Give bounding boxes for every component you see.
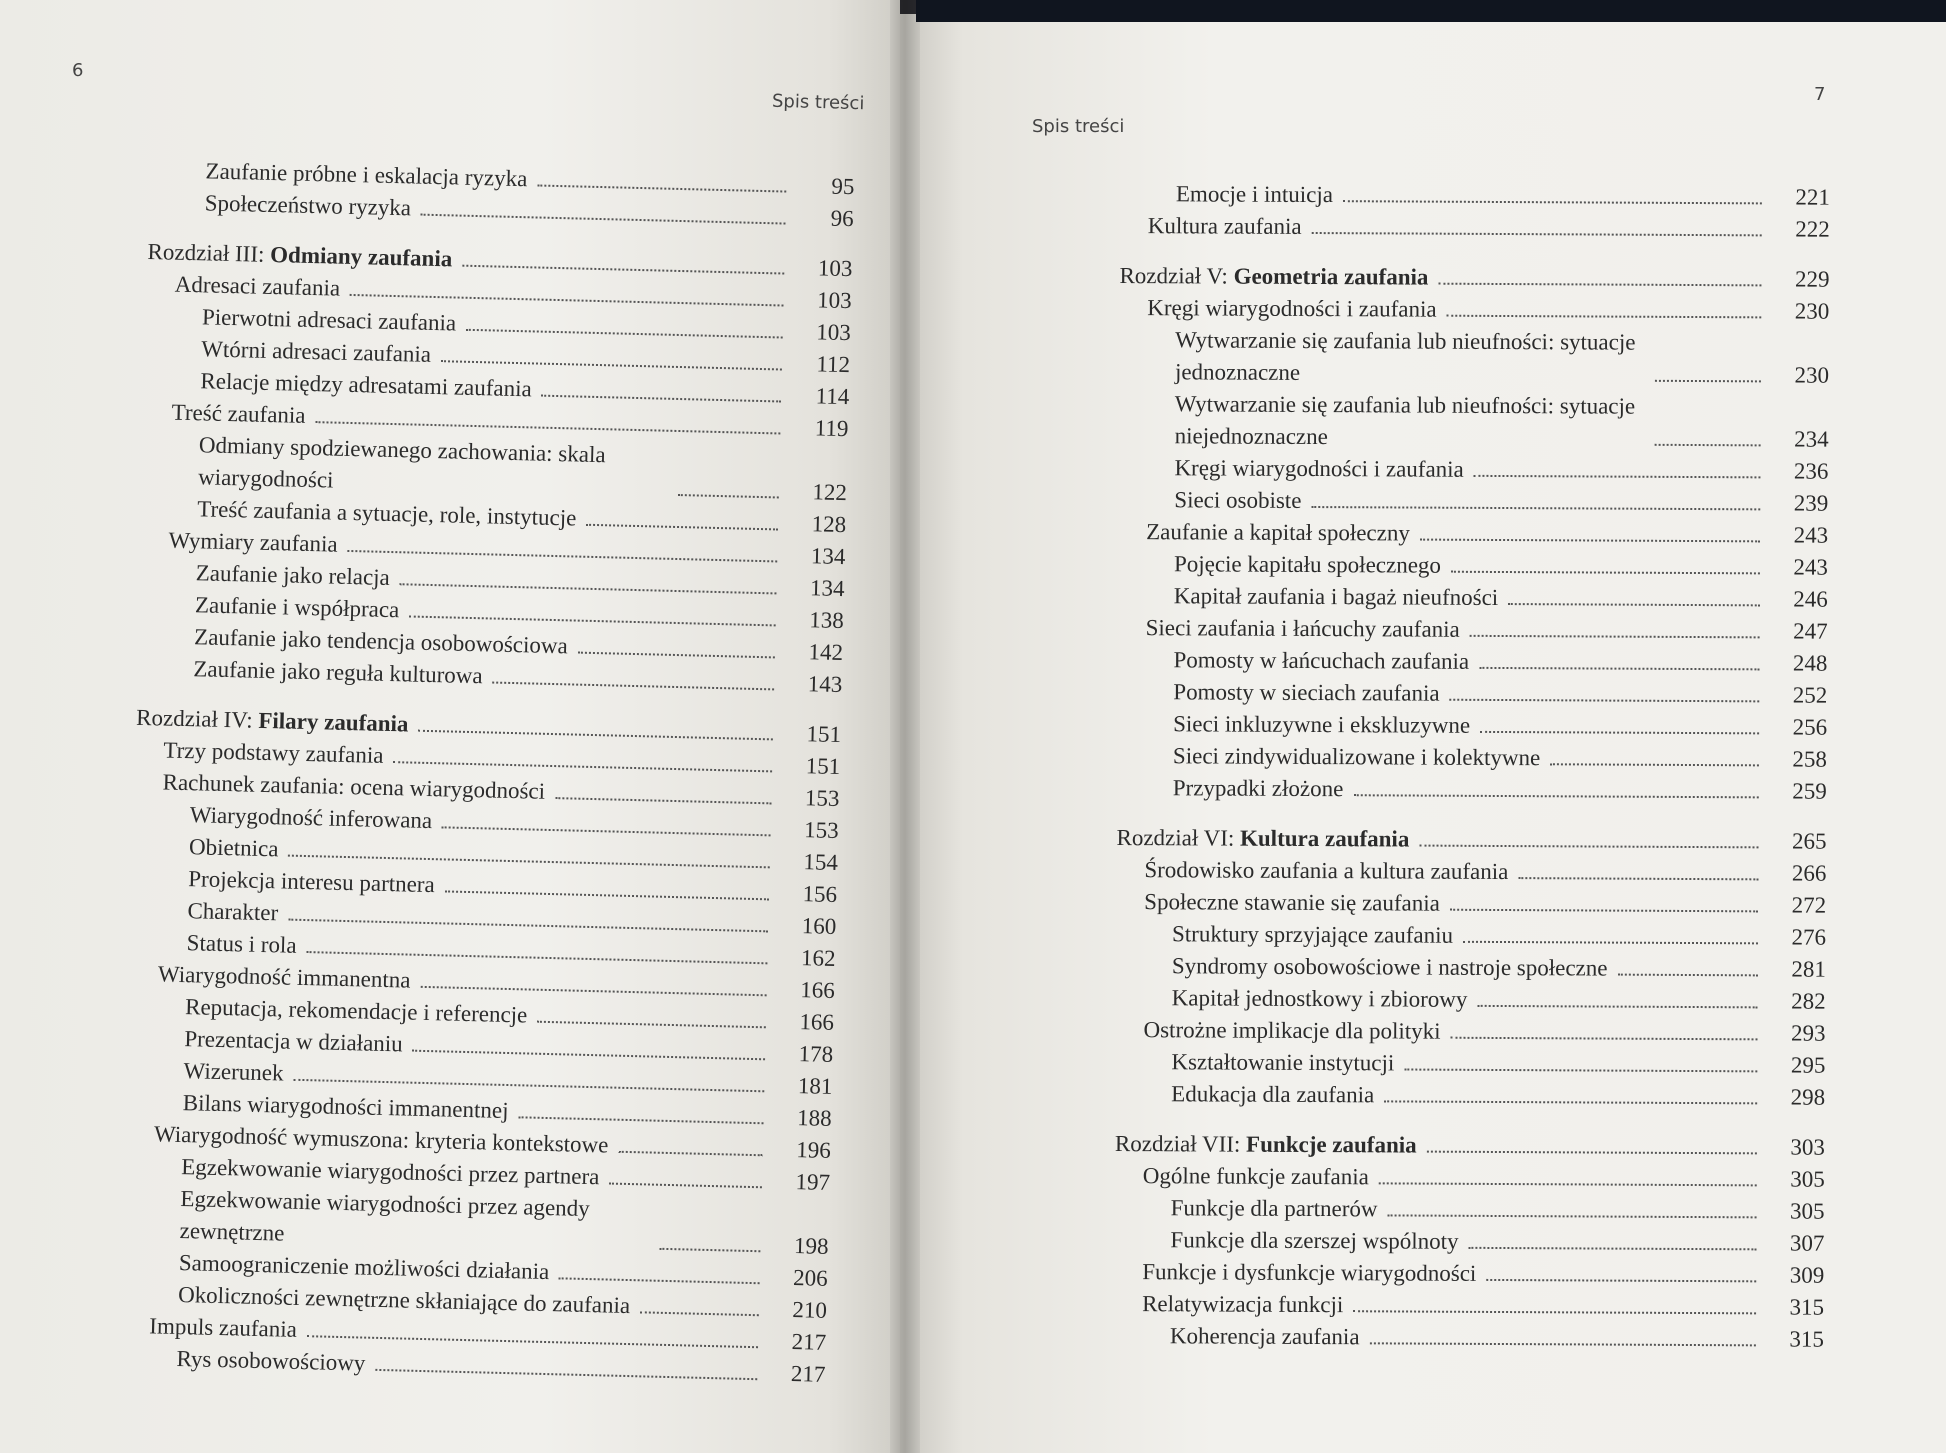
toc-page-number: 247 [1793, 618, 1828, 644]
toc-page-number: 246 [1793, 586, 1828, 612]
toc-page-number: 151 [805, 753, 841, 780]
toc-entry-title: Samoograniczenie możliwości działania [178, 1250, 550, 1285]
dot-leader [418, 730, 773, 741]
dot-leader [466, 329, 783, 339]
dot-leader [288, 919, 768, 933]
dot-leader [441, 360, 782, 370]
toc-entry-title: Reputacja, rekomendacje i referencje [184, 994, 528, 1028]
toc-page-number: 134 [810, 543, 846, 570]
toc-entry-title: Przypadki złożone [1172, 775, 1344, 802]
toc-page-number: 198 [793, 1233, 829, 1259]
running-head-right: Spis treści [1032, 116, 1125, 137]
toc-right [1114, 178, 1830, 1356]
toc-page-number: 103 [816, 319, 852, 346]
dot-leader [1353, 1310, 1756, 1314]
toc-page-number: 153 [803, 817, 839, 844]
dot-leader [578, 652, 775, 659]
dot-leader [1450, 699, 1760, 703]
toc-entry-title: Zaufanie a kapitał społeczny [1146, 519, 1410, 546]
toc-page-number: 188 [796, 1105, 832, 1131]
toc-page-number: 307 [1789, 1230, 1825, 1256]
toc-entry-title: Pierwotni adresaci zaufania [201, 304, 457, 336]
toc-entry-title: Wizerunek [183, 1058, 284, 1086]
dot-leader [609, 1183, 762, 1189]
toc-page-number: 276 [1791, 924, 1827, 950]
dot-leader [1370, 1342, 1756, 1346]
toc-row [1115, 1014, 1825, 1050]
toc-chapter-label: Rozdział IV: [135, 704, 259, 733]
dot-leader [559, 1277, 760, 1284]
dot-leader [1486, 1279, 1756, 1282]
toc-chapter-label: Rozdział III: [147, 238, 271, 267]
toc-page-number: 166 [799, 977, 836, 1003]
dot-leader [288, 855, 769, 869]
dot-leader [1312, 232, 1762, 236]
dot-leader [542, 395, 782, 403]
toc-page-number: 181 [797, 1073, 833, 1099]
toc-row [1117, 740, 1827, 776]
toc-entry-title: Sieci zindywidualizowane i kolektywne [1172, 743, 1541, 771]
toc-row [1119, 388, 1829, 456]
toc-page-number: 166 [799, 1009, 835, 1035]
toc-entry-title: Trzy podstawy zaufania [163, 737, 384, 768]
toc-row [1115, 1078, 1825, 1114]
toc-entry-title: Prezentacja w działaniu [184, 1026, 404, 1057]
toc-entry-title: Wtórni adresaci zaufania [200, 336, 432, 367]
toc-chapter-label: Rozdział VII: [1114, 1130, 1247, 1157]
toc-row [1115, 1192, 1825, 1228]
toc-entry-title: Zaufanie jako reguła kulturowa [193, 656, 483, 689]
toc-page-number: 305 [1790, 1166, 1825, 1192]
dot-leader [462, 265, 784, 275]
toc-page-number: 293 [1790, 1020, 1826, 1046]
toc-chapter-label: Rozdział VI: [1116, 824, 1241, 851]
dot-leader [306, 951, 767, 964]
toc-page-number: 248 [1792, 650, 1828, 676]
toc-page-number: 128 [811, 511, 847, 538]
dot-leader [1404, 1069, 1757, 1073]
toc-entry-title: Sieci zaufania i łańcuchy zaufania [1145, 615, 1460, 642]
toc-page-number: 96 [830, 205, 854, 232]
toc-page-number: 309 [1789, 1262, 1825, 1288]
toc-entry-title: Egzekwowanie wiarygodności przez partnera [180, 1154, 600, 1190]
running-head-left: Spis treści [771, 90, 865, 115]
toc-entry-title: Społeczeństwo ryzyka [204, 190, 412, 221]
toc-row [1117, 644, 1827, 680]
toc-page-number: 234 [1794, 426, 1829, 452]
dot-leader [307, 1335, 758, 1348]
toc-page-number: 266 [1791, 860, 1827, 886]
dot-leader [1438, 283, 1761, 287]
toc-entry-title: Kultura zaufania [1147, 213, 1302, 239]
toc-chapter-title: Funkcje zaufania [1246, 1131, 1417, 1158]
toc-page-number: 206 [792, 1265, 829, 1291]
toc-entry-title: Odmiany spodziewanego zachowania: skala wiarygodności [197, 432, 606, 493]
toc-chapter-title: Odmiany zaufania [269, 241, 453, 272]
toc-row [1120, 210, 1830, 246]
toc-row [1118, 580, 1828, 616]
dot-leader [413, 1050, 766, 1061]
toc-chapter-title: Geometria zaufania [1233, 263, 1429, 290]
toc-row [1116, 918, 1826, 954]
toc-entry-title: Wiarygodność wymuszona: kryteria kontekstowe [153, 1121, 609, 1158]
toc-entry-title: Pojęcie kapitału społecznego [1173, 551, 1442, 578]
dot-leader [1655, 444, 1761, 447]
toc-page-number: 178 [798, 1041, 834, 1067]
dot-leader [1427, 1151, 1757, 1155]
toc-entry-title: Koherencja zaufania [1169, 1323, 1360, 1350]
dot-leader [393, 761, 772, 772]
toc-page-number: 236 [1793, 458, 1829, 484]
dot-leader [1468, 1247, 1756, 1251]
toc-page-number: 256 [1792, 714, 1828, 740]
toc-row [1114, 1256, 1824, 1292]
toc-entry-title: Ogólne funkcje zaufania [1142, 1163, 1369, 1190]
dot-leader [1508, 603, 1760, 606]
toc-chapter-row [1119, 260, 1829, 296]
toc-row [1119, 324, 1829, 392]
dot-leader [1384, 1100, 1757, 1104]
toc-entry-title: Zaufanie jako relacja [195, 560, 391, 590]
toc-page-number: 252 [1792, 682, 1828, 708]
toc-page-number: 315 [1789, 1294, 1825, 1320]
toc-entry-title: Społeczne stawanie się zaufania [1144, 889, 1440, 916]
page-number-right: 7 [1814, 84, 1826, 105]
toc-page-number: 258 [1792, 746, 1828, 772]
dot-leader [350, 294, 784, 307]
toc-entry-title [1116, 822, 1409, 856]
toc-entry-title [1115, 1128, 1417, 1162]
toc-entry-title: Kapitał zaufania i bagaż nieufności [1173, 583, 1499, 610]
dot-leader [1474, 475, 1761, 479]
dot-leader [537, 1021, 766, 1029]
book-spine [890, 0, 920, 1453]
toc-left [120, 154, 855, 1391]
dot-leader [445, 890, 769, 900]
toc-page-number: 222 [1795, 216, 1830, 242]
dot-leader [537, 184, 786, 192]
toc-page-number: 259 [1792, 778, 1827, 804]
toc-entry-title: Treść zaufania [171, 399, 306, 428]
toc-chapter-row [1116, 822, 1826, 858]
toc-entry-title: Okoliczności zewnętrzne skłaniające do zaufania [177, 1282, 631, 1319]
toc-entry-title: Kształtowanie instytucji [1171, 1049, 1395, 1076]
toc-page-number: 303 [1790, 1134, 1826, 1160]
toc-page-number: 243 [1793, 554, 1829, 580]
dot-leader [678, 494, 779, 498]
toc-row [1120, 178, 1830, 214]
toc-entry-title: Egzekwowanie wiarygodności przez agendy zewnętrzne [179, 1186, 591, 1246]
dot-leader [1480, 731, 1759, 734]
toc-entry-title: Wiarygodność inferowana [189, 802, 433, 834]
toc-page-number: 196 [796, 1137, 832, 1163]
toc-page-number: 197 [795, 1169, 831, 1195]
dot-leader [1343, 200, 1762, 204]
toc-row [1117, 708, 1827, 744]
toc-page-number: 282 [1791, 988, 1826, 1014]
toc-entry-title: Emocje i intuicja [1175, 181, 1334, 208]
dot-leader [1518, 877, 1758, 880]
dot-leader [1479, 667, 1759, 670]
dot-leader [555, 797, 771, 804]
toc-row [1118, 484, 1828, 520]
toc-row [1118, 548, 1828, 584]
toc-row [1115, 1160, 1825, 1196]
toc-entry-title: Zaufanie i współpraca [194, 592, 400, 623]
toc-entry-title: Środowisko zaufania a kultura zaufania [1144, 857, 1509, 885]
toc-entry-title: Kapitał jednostkowy i zbiorowy [1171, 985, 1468, 1012]
toc-chapter-title: Kultura zaufania [1239, 825, 1410, 852]
toc-entry-title: Relatywizacja funkcji [1142, 1291, 1344, 1318]
toc-entry-title: Treść zaufania a sytuacje, role, instytucje [197, 496, 577, 531]
toc-page-number: 298 [1790, 1084, 1826, 1110]
toc-page-number: 112 [816, 351, 851, 378]
toc-entry-title: Edukacja dla zaufania [1171, 1081, 1375, 1108]
dot-leader [375, 1369, 757, 1380]
toc-entry-title: Charakter [187, 898, 279, 926]
toc-page-number: 217 [790, 1361, 826, 1387]
toc-entry-title: Sieci inkluzywne i ekskluzywne [1173, 711, 1471, 738]
toc-row [1118, 452, 1828, 488]
dot-leader [400, 583, 777, 594]
dot-leader [1450, 909, 1758, 913]
toc-page-number: 134 [809, 575, 845, 602]
toc-entry-title: Zaufanie próbne i eskalacja ryzyka [205, 158, 528, 192]
toc-entry-title: Wymiary zaufania [168, 527, 338, 557]
toc-row [1114, 1288, 1824, 1324]
dot-leader [618, 1151, 763, 1157]
toc-page-number: 162 [800, 945, 836, 971]
background-edge [916, 0, 1946, 22]
dot-leader [1470, 635, 1760, 639]
toc-entry-title: Relacje między adresatami zaufania [200, 368, 533, 402]
dot-leader [1447, 315, 1762, 319]
toc-row [1114, 1320, 1824, 1356]
toc-entry-title: Wiarygodność immanentna [157, 961, 411, 993]
toc-chapter-label: Rozdział V: [1119, 262, 1234, 289]
toc-row [1116, 950, 1826, 986]
toc-page-number: 230 [1794, 362, 1830, 388]
toc-entry-title: Pomosty w łańcuchach zaufania [1173, 647, 1470, 674]
dot-leader [1420, 539, 1760, 543]
dot-leader [442, 826, 771, 836]
toc-page-number: 151 [806, 721, 842, 748]
toc-page-number: 230 [1794, 298, 1830, 324]
toc-page-number: 265 [1791, 828, 1827, 854]
dot-leader [1353, 794, 1758, 798]
toc-entry-title: Kręgi wiarygodności i zaufania [1174, 455, 1464, 482]
dot-leader [1379, 1182, 1757, 1186]
toc-row [1117, 676, 1827, 712]
left-page [0, 0, 900, 1453]
toc-page-number: 142 [808, 639, 844, 666]
toc-page-number: 229 [1794, 266, 1830, 292]
toc-row [1116, 982, 1826, 1018]
toc-row [1119, 292, 1829, 328]
toc-entry-title [1119, 260, 1428, 294]
toc-entry-title: Status i rola [186, 930, 297, 958]
toc-page-number: 103 [816, 287, 852, 314]
toc-row [1114, 1224, 1824, 1260]
dot-leader [1617, 974, 1757, 977]
toc-entry-title: Funkcje dla partnerów [1170, 1195, 1378, 1222]
toc-page-number: 243 [1793, 522, 1829, 548]
toc-entry-title: Obietnica [188, 834, 279, 862]
dot-leader [1451, 1037, 1758, 1041]
toc-page-number: 160 [801, 913, 837, 939]
toc-row [1118, 612, 1828, 648]
dot-leader [1419, 845, 1758, 849]
dot-leader [315, 421, 780, 434]
toc-entry-title: Rys osobowościowy [176, 1346, 366, 1376]
dot-leader [1477, 1005, 1757, 1008]
toc-page-number: 122 [812, 479, 848, 506]
page-number-left: 6 [72, 60, 84, 81]
dot-leader [492, 682, 774, 691]
toc-page-number: 119 [814, 415, 849, 442]
toc-entry-title: Pomosty w sieciach zaufania [1173, 679, 1440, 706]
toc-chapter-title: Filary zaufania [258, 707, 409, 737]
dot-leader [1463, 941, 1758, 945]
toc-entry-title: Adresaci zaufania [174, 271, 341, 301]
toc-entry-title: Rachunek zaufania: ocena wiarygodności [162, 769, 546, 804]
toc-page-number: 138 [809, 607, 845, 634]
toc-page-number: 114 [815, 383, 850, 410]
toc-row [1117, 772, 1827, 808]
dot-leader [421, 214, 786, 225]
toc-entry-title: Wytwarzanie się zaufania lub nieufności: sytuacje jednoznaczne [1174, 327, 1636, 385]
toc-entry-title: Ostrożne implikacje dla polityki [1143, 1017, 1441, 1044]
toc-page-number: 210 [792, 1297, 828, 1323]
dot-leader [347, 550, 777, 563]
toc-page-number: 153 [804, 785, 840, 812]
toc-page-number: 221 [1795, 184, 1830, 210]
toc-page-number: 154 [803, 849, 839, 876]
toc-page-number: 103 [817, 255, 853, 282]
dot-leader [1550, 763, 1759, 766]
toc-row [1115, 1046, 1825, 1082]
toc-entry-title: Projekcja interesu partnera [188, 866, 436, 898]
toc-entry-title: Funkcje dla szerszej wspólnoty [1170, 1227, 1459, 1254]
toc-page-number: 305 [1790, 1198, 1825, 1224]
toc-entry-title: Impuls zaufania [149, 1313, 298, 1342]
toc-entry-title: Syndromy osobowościowe i nastroje społeczne [1171, 953, 1608, 981]
dot-leader [586, 524, 778, 531]
dot-leader [420, 986, 766, 996]
toc-row [1116, 886, 1826, 922]
toc-entry-title: Sieci osobiste [1174, 487, 1302, 513]
dot-leader [409, 615, 776, 626]
dot-leader [1655, 380, 1761, 383]
dot-leader [640, 1311, 759, 1316]
dot-leader [518, 1116, 763, 1124]
toc-entry-title: Wytwarzanie się zaufania lub nieufności: sytuacje niejednoznaczne [1174, 391, 1636, 450]
toc-entry-title: Kręgi wiarygodności i zaufania [1147, 295, 1437, 322]
dot-leader [1311, 506, 1760, 510]
toc-chapter-row [1115, 1128, 1825, 1164]
toc-page-number: 295 [1790, 1052, 1826, 1078]
toc-page-number: 156 [802, 881, 838, 908]
dot-leader [1451, 571, 1760, 575]
toc-page-number: 239 [1793, 490, 1829, 516]
dot-leader [293, 1079, 764, 1093]
toc-row [1118, 516, 1828, 552]
toc-row [1116, 854, 1826, 890]
toc-entry-title: Funkcje i dysfunkcje wiarygodności [1142, 1259, 1477, 1286]
toc-entry-title: Bilans wiarygodności immanentnej [182, 1090, 509, 1124]
toc-entry-title: Zaufanie jako tendencja osobowościowa [193, 624, 569, 659]
toc-page-number: 315 [1789, 1326, 1824, 1352]
toc-page-number: 281 [1791, 956, 1826, 982]
dot-leader [659, 1248, 760, 1252]
toc-page-number: 95 [831, 173, 855, 200]
toc-page-number: 272 [1791, 892, 1827, 918]
toc-entry-title: Struktury sprzyjające zaufaniu [1171, 921, 1454, 948]
toc-page-number: 217 [791, 1329, 827, 1355]
toc-page-number: 143 [807, 671, 843, 698]
dot-leader [1388, 1214, 1757, 1218]
